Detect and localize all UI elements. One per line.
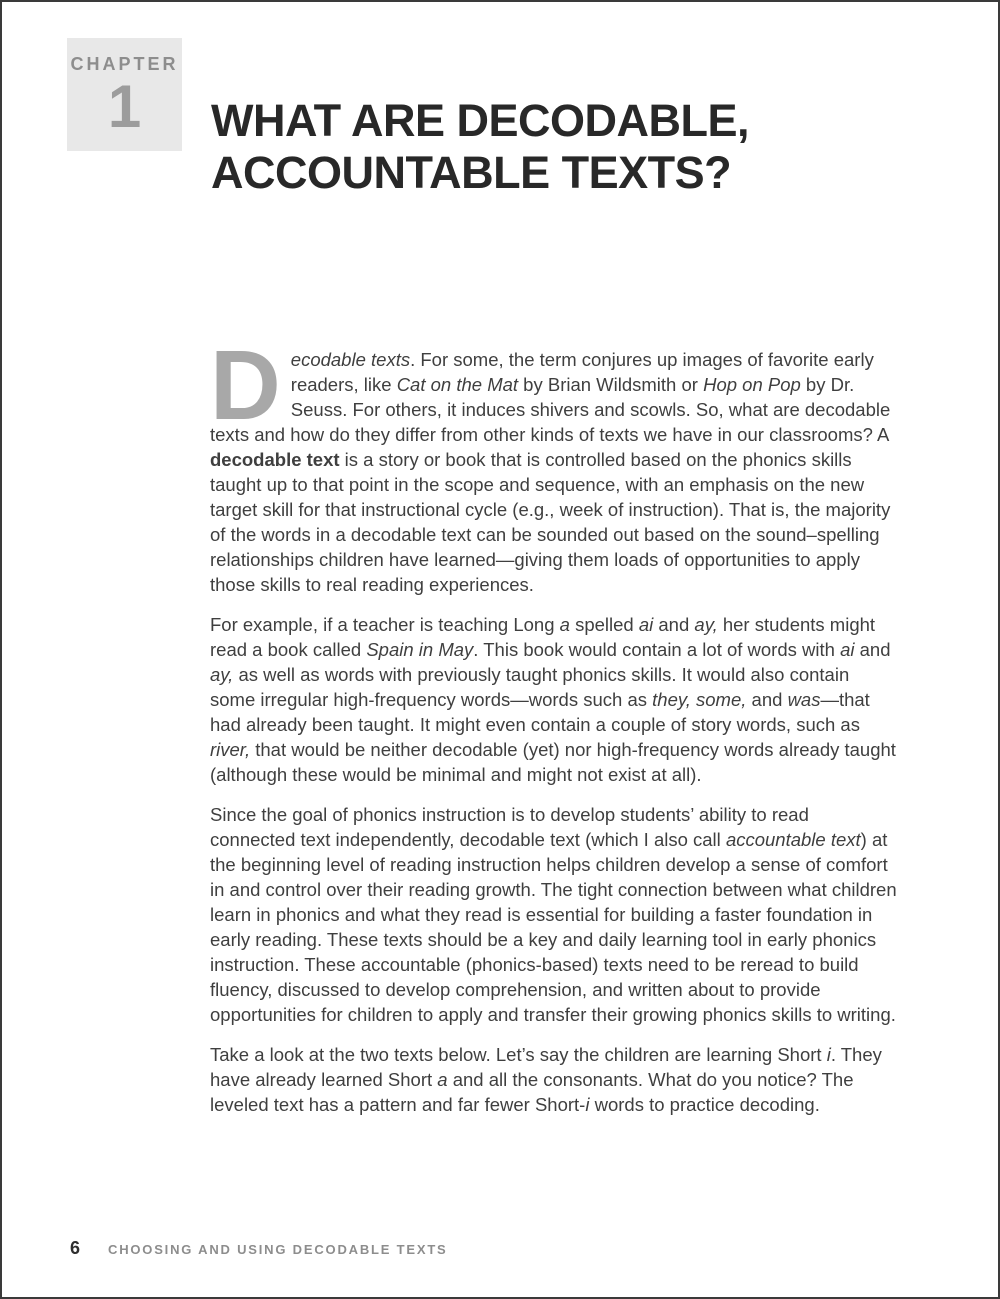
text-segment: Cat on the Mat [396, 374, 519, 395]
text-segment: ai [638, 614, 654, 635]
text-segment: a [437, 1069, 448, 1090]
text-segment: by Dr. Seuss. For others, it induces shivers and scowls. So, what are decodable texts and how do they differ from other kinds of texts we have in our classrooms? A [210, 374, 891, 445]
text-segment: words to practice decoding. [589, 1094, 820, 1115]
text-segment: they, some, [652, 689, 747, 710]
drop-cap: D [210, 330, 281, 440]
text-segment: by Brian Wildsmith or [518, 374, 704, 395]
page-title [211, 95, 749, 199]
text-segment: and all the consonants. What do you notice? The leveled text has a pattern and far fewer Short- [210, 1069, 854, 1115]
text-segment: For example, if a teacher is teaching Long [210, 614, 560, 635]
text-segment: ai [840, 639, 855, 660]
text-segment: as well as words with previously taught phonics skills. It would also contain some irregular high-frequency words—words such as [210, 664, 850, 710]
text-segment: . For some, the term conjures up images of favorite early readers, like [290, 349, 874, 395]
text-segment: i [585, 1094, 590, 1115]
text-segment: is a story or book that is controlled based on the phonics skills taught up to that point in the scope and sequence, with an emphasis on the new target skill for that instructional cycle (e.g., week of instruction). That is, the majority of the words in a decodable text can be sounded out based on the sound–spelling relationships children have learned—giving them loads of opportunities to apply those skills to real reading experiences. [210, 449, 891, 595]
text-segment: and [746, 689, 788, 710]
paragraph [210, 1042, 898, 1117]
text-segment: decodable text [210, 449, 340, 470]
chapter-box [67, 38, 182, 151]
text-segment: her students might read a book called [210, 614, 876, 660]
text-segment: i [826, 1044, 831, 1065]
page-title-line1: WHAT ARE DECODABLE, [211, 95, 749, 146]
text-segment: river, [210, 739, 251, 760]
text-segment: Take a look at the two texts below. Let’s say the children are learning Short [210, 1044, 827, 1065]
article-paragraphs [210, 330, 898, 1132]
paragraph [210, 612, 898, 787]
text-segment: was [787, 689, 821, 710]
text-segment: ay, [210, 664, 234, 685]
page-title-line2: ACCOUNTABLE TEXTS? [211, 147, 732, 198]
text-segment: Spain in May [366, 639, 474, 660]
text-segment: spelled [569, 614, 639, 635]
text-segment: that would be neither decodable (yet) nor high-frequency words already taught (although these would be minimal and might not exist at all). [210, 739, 896, 785]
chapter-label: CHAPTER [70, 54, 179, 74]
text-segment: a [559, 614, 570, 635]
text-segment: . They have already learned Short [210, 1044, 882, 1090]
chapter-number: 1 [107, 73, 142, 140]
text-segment: and [854, 639, 891, 660]
text-segment: Hop on Pop [703, 374, 801, 395]
text-segment: ) at the beginning level of reading instruction helps children develop a sense of comfort in and control over their reading growth. The tight connection between what children learn in phonics and what they read is essential for building a faster foundation in early reading. These texts should be a key and daily learning tool in early phonics instruction. These accountable (phonics-based) texts need to be reread to build fluency, discussed to develop comprehension, and written about to provide opportunities for children to apply and transfer their growing phonics skills to writing. [210, 829, 897, 1025]
running-title: CHOOSING AND USING DECODABLE TEXTS [108, 1242, 448, 1257]
page-number: 6 [70, 1238, 81, 1258]
text-segment: . This book would contain a lot of words with [473, 639, 841, 660]
text-segment: —that had already been taught. It might even contain a couple of story words, such as [210, 689, 870, 735]
text-segment: accountable text [725, 829, 861, 850]
text-segment: ay, [694, 614, 718, 635]
paragraph [210, 330, 898, 597]
text-segment: ecodable texts [290, 349, 411, 370]
text-segment: and [653, 614, 695, 635]
paragraph [210, 802, 898, 1027]
page-footer [70, 1238, 448, 1259]
text-segment: Since the goal of phonics instruction is to develop students’ ability to read connected text independently, decodable text (which I also call [210, 804, 809, 850]
